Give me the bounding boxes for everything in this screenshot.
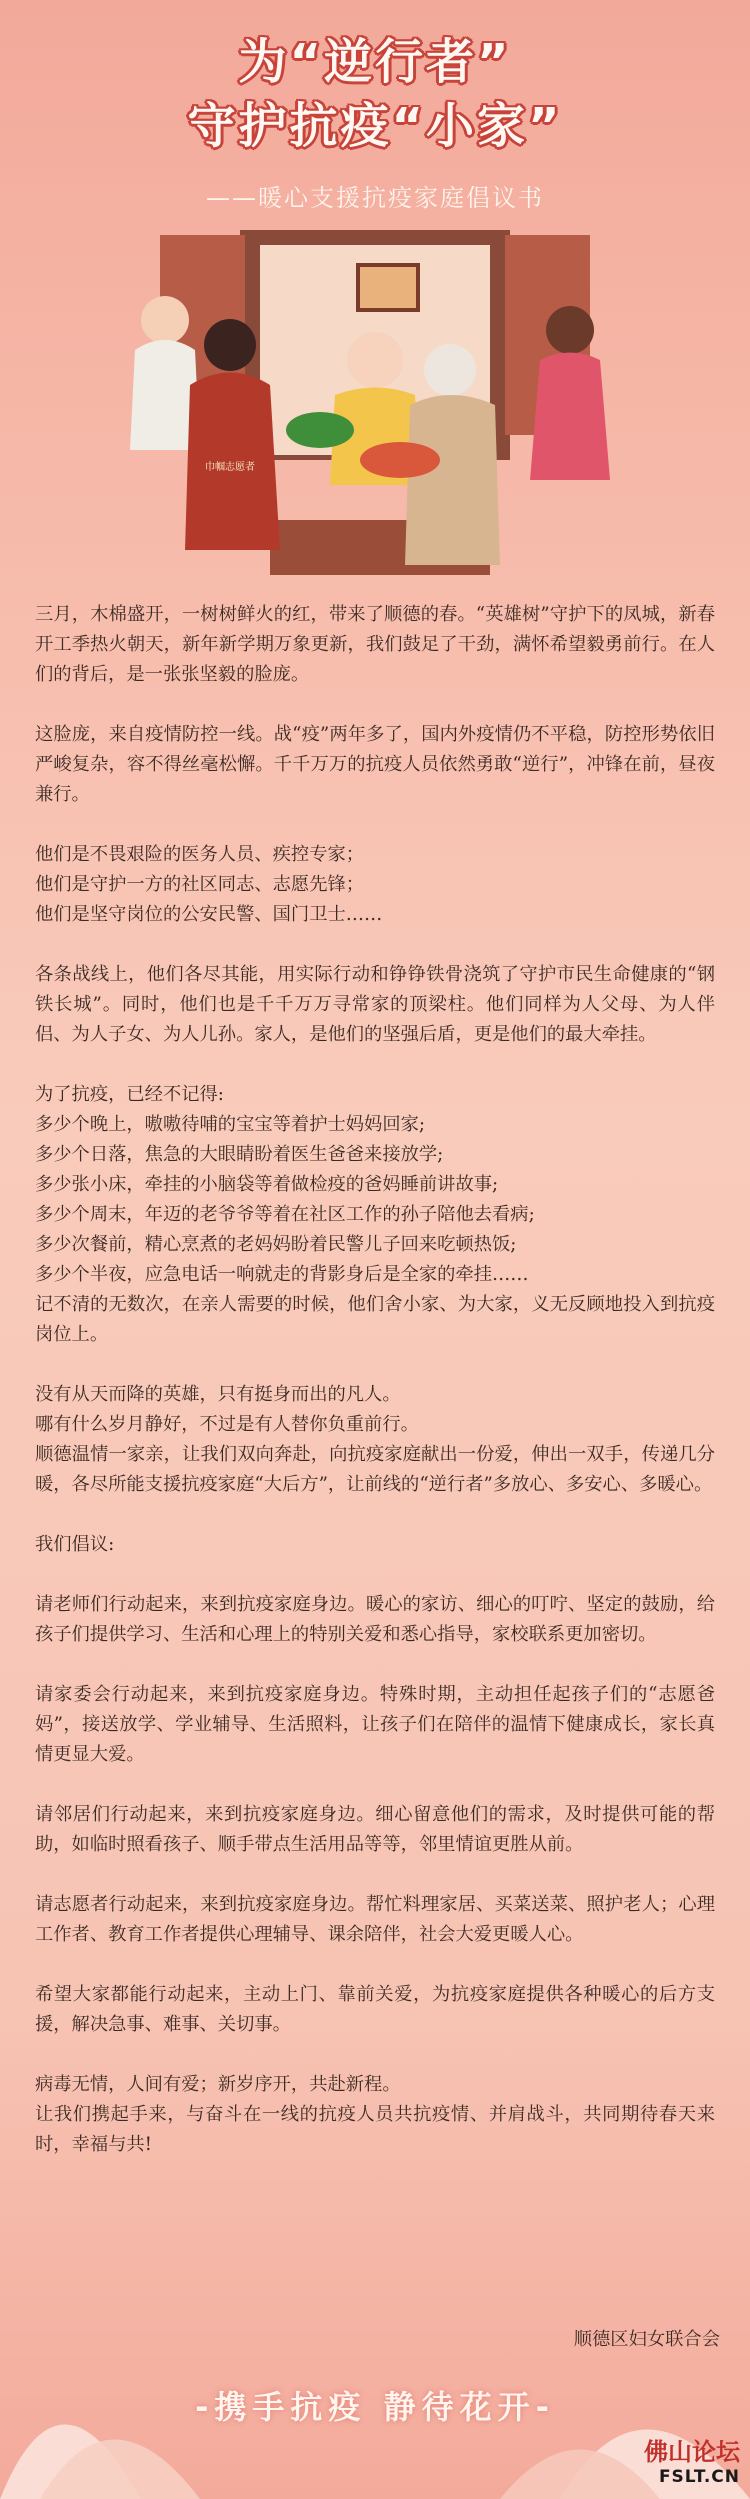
paragraph-line: 多少个晚上，嗷嗷待哺的宝宝等着护士妈妈回家; [35,1114,426,1135]
page-subtitle: ——暖心支援抗疫家庭倡议书 [206,184,544,212]
paragraph-line: 各条战线上，他们各尽其能，用实际行动和铮铮铁骨浇筑了守护市民生命健康的“钢铁长城”。同时，他们也是千千万万寻常家的顶梁柱。他们同样为人父母、为人伴侣、为人子女、为人儿孙。家人，是他们的坚强后盾，更是他们的最大牵挂。 [35,964,715,1045]
watermark-domain: FSLT.CN [658,2467,740,2487]
child-head [347,332,403,388]
paragraph-line: 三月，木棉盛开，一树树鲜火的红，带来了顺德的春。“英雄树”守护下的凤城，新春开工季热火朝天，新年新学期万象更新，我们鼓足了干劲，满怀希望毅勇前行。在人们的背后，是一张张坚毅的脸庞。 [35,604,715,685]
grandma-body [405,395,500,565]
fruit-basket [360,442,440,478]
article-paragraph [35,1680,715,1770]
article-paragraph [35,1890,715,1950]
paragraph-line: 多少个周末，年迈的老爷爷等着在社区工作的孙子陪他去看病; [35,1204,535,1225]
paragraph-line: 哪有什么岁月静好，不过是有人替你负重前行。 [35,1414,419,1435]
paragraph-line: 为了抗疫，已经不记得: [35,1084,224,1105]
paragraph-line: 多少张小床，牵挂的小脑袋等着做检疫的爸妈睡前讲故事; [35,1174,499,1195]
article-paragraph [35,1980,715,2040]
article-paragraph [35,600,715,690]
site-watermark [644,2432,740,2487]
article-paragraph [35,1530,715,1560]
footer-slogan: -携手抗疫 静待花开- [195,2388,555,2426]
article-body [35,600,715,2190]
woman-body [530,353,610,481]
paragraph-line: 请家委会行动起来，来到抗疫家庭身边。特殊时期，主动担任起孩子们的“志愿爸妈”，接送放学、学业辅导、生活照料，让孩子们在陪伴的温情下健康成长，家长真情更显大爱。 [35,1684,715,1765]
paragraph-line: 顺德温情一家亲，让我们双向奔赴，向抗疫家庭献出一份爱，伸出一双手，传递几分暖，各尽所能支援抗疫家庭“大后方”，让前线的“逆行者”多放心、多安心、多暖心。 [35,1444,715,1495]
page-title-line-2: 守护抗疫“小家” [187,98,563,154]
page-title-line-1: 为“逆行者” [238,34,512,90]
paragraph-line: 他们是坚守岗位的公安民警、国门卫士…… [35,904,383,925]
paragraph-line: 多少个日落，焦急的大眼睛盼着医生爸爸来接放学; [35,1144,444,1165]
volunteer-head [204,319,256,371]
family-illustration [120,220,630,590]
woman-head [546,306,594,354]
picture-frame [358,265,418,310]
paragraph-line: 多少个半夜，应急电话一响就走的背影身后是全家的牵挂…… [35,1264,529,1285]
paragraph-line: 我们倡议: [35,1534,115,1555]
paragraph-line: 记不清的无数次，在亲人需要的时候，他们舍小家、为大家，义无反顾地投入到抗疫岗位上。 [35,1294,715,1345]
paragraph-line: 这脸庞，来自疫情防控一线。战“疫”两年多了，国内外疫情仍不平稳，防控形势依旧严峻复杂，容不得丝毫松懈。千千万万的抗疫人员依然勇敢“逆行”，冲锋在前，昼夜兼行。 [35,724,715,805]
article-paragraph [35,1380,715,1500]
paragraph-line: 请志愿者行动起来，来到抗疫家庭身边。帮忙料理家居、买菜送菜、照护老人；心理工作者、教育工作者提供心理辅导、课余陪伴，社会大爱更暖人心。 [35,1894,715,1945]
header [0,30,750,213]
grandma-head [424,344,476,396]
paragraph-line: 希望大家都能行动起来，主动上门、靠前关爱，为抗疫家庭提供各种暖心的后方支援，解决急事、难事、关切事。 [35,1984,715,2035]
paragraph-line: 请邻居们行动起来，来到抗疫家庭身边。细心留意他们的需求，及时提供可能的帮助，如临时照看孩子、顺手带点生活用品等等，邻里情谊更胜从前。 [35,1804,715,1855]
paragraph-line: 让我们携起手来，与奋斗在一线的抗疫人员共抗疫情、并肩战斗，共同期待春天来时，幸福与共! [35,2104,715,2155]
paragraph-line: 多少次餐前，精心烹煮的老妈妈盼着民警儿子回来吃顿热饭; [35,1234,517,1255]
man-head [141,296,189,344]
paragraph-line: 请老师们行动起来，来到抗疫家庭身边。暖心的家访、细心的叮咛、坚定的鼓励，给孩子们提供学习、生活和心理上的特别关爱和悉心指导，家校联系更加密切。 [35,1594,715,1645]
paragraph-line: 他们是守护一方的社区同志、志愿先锋； [35,874,365,895]
vest-label: 巾帼志愿者 [205,462,255,473]
article-paragraph [35,720,715,810]
article-paragraph [35,1590,715,1650]
article-paragraph [35,1800,715,1860]
article-paragraph [35,2070,715,2160]
vegetable-basket [286,412,354,448]
paragraph-line: 病毒无情，人间有爱；新岁序开，共赴新程。 [35,2074,401,2095]
article-paragraph [35,1080,715,1350]
article-paragraph [35,960,715,1050]
paragraph-line: 他们是不畏艰险的医务人员、疾控专家； [35,844,365,865]
signature: 顺德区妇女联合会 [573,2329,720,2350]
article-paragraph [35,840,715,930]
watermark-name: 佛山论坛 [644,2438,740,2466]
paragraph-line: 没有从天而降的英雄，只有挺身而出的凡人。 [35,1384,401,1405]
